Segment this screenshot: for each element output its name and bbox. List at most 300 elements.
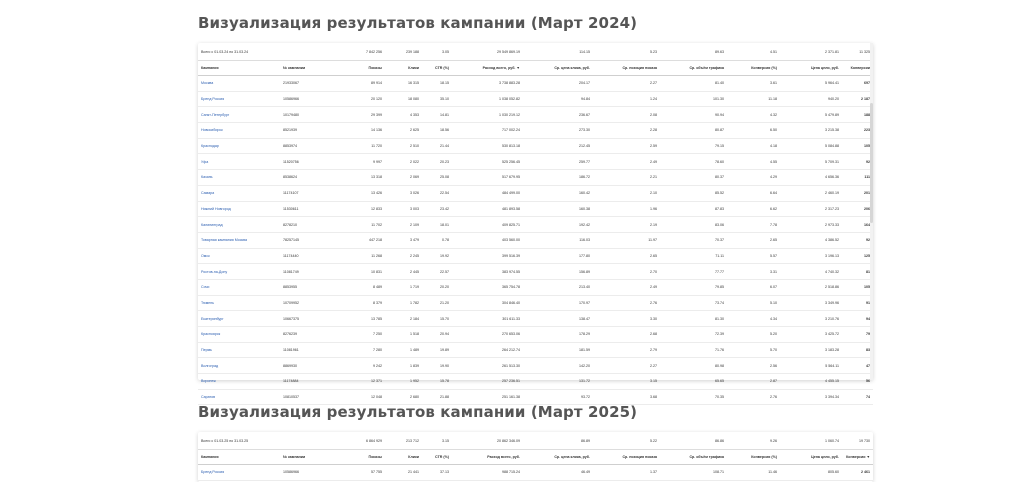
table-cell: 251 161.38 [452,389,523,405]
table-cell: 3 003 [385,201,422,217]
table-cell: 273.30 [523,123,593,139]
table-cell: 3 215.38 [780,123,842,139]
table-cell: 2.87 [727,374,780,390]
section-title-2024: Визуализация результатов кампании (Март 2024) [198,14,638,32]
campaign-link[interactable]: Красноярск [198,327,280,343]
table-cell: 5 084.88 [780,138,842,154]
campaign-link[interactable]: Калининград [198,217,280,233]
table-cell: 14.81 [422,107,452,123]
totals-cell: 3.15 [422,432,452,450]
table-cell: 8869930 [280,358,340,374]
table-cell: 3.30 [593,311,660,327]
table-cell: 2.56 [727,358,780,374]
column-header[interactable]: Расход всего, руб. ▼ [452,61,523,76]
table-cell: 90.94 [660,107,727,123]
totals-cell: 114.15 [523,43,593,61]
table-cell: 57 755 [340,465,385,481]
column-header[interactable]: Кампания [198,450,280,465]
campaign-link[interactable]: Уфа [198,154,280,170]
table-cell: 89 914 [340,76,385,92]
table-cell: 78257145 [280,232,340,248]
totals-cell: 29 549 869.19 [452,43,523,61]
totals-cell: 5.23 [593,43,660,61]
table-cell: 2.76 [727,389,780,405]
table-cell: 2.68 [593,327,660,343]
table-cell: 11.18 [727,91,780,107]
table-cell: 6.64 [727,185,780,201]
table-cell: 2 022 [385,154,422,170]
table-cell: 21933067 [280,76,340,92]
totals-period-label: Всего с 01.03.24 по 31.03.24 [198,43,280,61]
column-header[interactable]: Конверсия (%) [727,450,780,465]
campaign-link[interactable]: Самара [198,185,280,201]
campaign-link[interactable]: Саратов [198,389,280,405]
campaign-link[interactable]: Новосибирск [198,123,280,139]
table-cell: 11.46 [727,465,780,481]
table-row [198,138,873,154]
column-header[interactable]: Ср. позиция показа [593,61,660,76]
table-cell: 2.49 [593,279,660,295]
table-cell: 91 [842,295,873,311]
table-row [198,217,873,233]
table-cell: 18 080 [385,91,422,107]
table-row [198,358,873,374]
table-cell: 131.72 [523,374,593,390]
totals-cell: 86.86 [660,432,727,450]
table-cell: 21.44 [422,138,452,154]
totals-cell [280,43,340,61]
table-cell: 1.96 [593,201,660,217]
table-cell: 2 109 [385,217,422,233]
totals-cell: 9.26 [727,432,780,450]
scrollbar-thumb[interactable] [870,103,873,223]
report-table-card-2025 [198,432,873,482]
table-cell: 3 479 [385,232,422,248]
table-cell: 18.56 [422,123,452,139]
table-cell: 3 394.34 [780,389,842,405]
totals-cell: 11 325 [842,43,873,61]
table-cell: 2.19 [593,217,660,233]
totals-cell [280,432,340,450]
table-cell: 156.89 [523,264,593,280]
table-cell: 4.29 [727,170,780,186]
table-cell: 1 489 [385,342,422,358]
table-cell: 1 952 [385,374,422,390]
table-cell: 79.85 [660,279,727,295]
column-header[interactable]: Цена цели, руб. [780,450,842,465]
campaign-link[interactable]: Санкт-Петербург [198,107,280,123]
table-cell: 484 499.00 [452,185,523,201]
table-cell: 3.15 [593,374,660,390]
column-header[interactable]: CTR (%) [422,450,452,465]
table-cell: 525 256.45 [452,154,523,170]
table-cell: 15.78 [422,374,452,390]
column-header[interactable]: Цена цели, руб. [780,61,842,76]
table-cell: 2.21 [593,170,660,186]
campaign-link[interactable]: Товарная кампания Москва [198,232,280,248]
table-cell: 138.47 [523,311,593,327]
table-cell: 16 315 [385,76,422,92]
table-cell: 11081749 [280,264,340,280]
table-cell: 212.45 [523,138,593,154]
table-cell: 21.20 [422,295,452,311]
column-header[interactable]: Клики [385,61,422,76]
table-row [198,107,873,123]
table-cell: 1.24 [593,91,660,107]
table-cell: 223 [842,123,873,139]
table-cell: 5 709.31 [780,154,842,170]
table-cell: 105 [842,138,873,154]
table-cell: 11 702 [340,217,385,233]
campaign-link[interactable]: Пермь [198,342,280,358]
table-cell: 2 518.86 [780,279,842,295]
table-row [198,311,873,327]
column-header[interactable]: Ср. цена клика, руб. [523,450,593,465]
table-cell: 5.10 [727,295,780,311]
table-cell: 3 183.28 [780,342,842,358]
table-cell: 11174440 [280,248,340,264]
campaign-link[interactable]: Москва [198,76,280,92]
table-cell: 2.76 [593,295,660,311]
table-cell: 3 210.76 [780,311,842,327]
totals-cell: 20 862 346.09 [452,432,523,450]
table-cell: 481 893.58 [452,201,523,217]
table-cell: 1 782 [385,295,422,311]
column-header[interactable]: CTR (%) [422,61,452,76]
table-cell: 257 236.51 [452,374,523,390]
table-cell: 270 653.06 [452,327,523,343]
campaign-link[interactable]: Волгоград [198,358,280,374]
campaign-link[interactable]: Краснодар [198,138,280,154]
campaign-link[interactable]: Сочи [198,279,280,295]
table-cell: 8521939 [280,123,340,139]
table-cell: 21.88 [422,389,452,405]
table-cell: 81.40 [660,76,727,92]
column-header[interactable]: Конверсии [842,61,873,76]
table-row [198,465,873,481]
table-cell: 81 [842,264,873,280]
table-row [198,76,873,92]
column-header[interactable]: Ср. цена клика, руб. [523,61,593,76]
table-cell: 3 738 883.28 [452,76,523,92]
table-cell: 2 460.19 [780,185,842,201]
table-cell: 204.17 [523,76,593,92]
table-cell: 4 740.32 [780,264,842,280]
column-header[interactable]: № кампании [280,450,340,465]
column-header[interactable]: Расход всего, руб. [452,450,523,465]
table-cell: 35.10 [422,91,452,107]
table-cell: 65.65 [660,374,727,390]
table-cell: 988 715.24 [452,465,523,481]
table-cell: 142.20 [523,358,593,374]
table-cell: 177.80 [523,248,593,264]
table-cell: 2.65 [593,248,660,264]
table-cell: 5.20 [727,327,780,343]
table-cell: 74 [842,389,873,405]
table-cell: 13 426 [340,185,385,201]
table-cell: 2.10 [593,185,660,201]
table-cell: 4.34 [727,311,780,327]
table-cell: 11.97 [593,232,660,248]
table-cell: 8853974 [280,138,340,154]
table-cell: 201 [842,185,873,201]
table-cell: 1 839 [385,358,422,374]
table-cell: 20.20 [422,279,452,295]
table-row [198,154,873,170]
table-cell: 4 353 [385,107,422,123]
table-cell: 8 489 [340,279,385,295]
column-header[interactable]: Конверсии ▼ [842,450,873,465]
table-cell: 94.84 [523,91,593,107]
table-cell: 12 833 [340,201,385,217]
column-header[interactable]: Кампания [198,61,280,76]
column-header[interactable]: № кампании [280,61,340,76]
table-cell: 10667375 [280,311,340,327]
table-cell: 10709952 [280,295,340,311]
table-cell: 2 625 [385,123,422,139]
table-cell: 2.08 [593,107,660,123]
column-header[interactable]: Конверсия (%) [727,61,780,76]
table-cell: 20.23 [422,154,452,170]
table-cell: 259.77 [523,154,593,170]
table-row [198,91,873,107]
table-cell: 181.59 [523,342,593,358]
totals-cell: 1 060.74 [780,432,842,450]
table-cell: 125 [842,248,873,264]
table-cell: 1 030 219.12 [452,107,523,123]
table-cell: 2.59 [593,138,660,154]
table-cell: 108.71 [660,465,727,481]
table-cell: 81.30 [660,311,727,327]
table-cell: 7 280 [340,342,385,358]
table-cell: 3 349.96 [780,295,842,311]
campaign-link[interactable]: Екатеринбург [198,311,280,327]
table-cell: 13 785 [340,311,385,327]
column-header[interactable]: Ср. объём трафика [660,450,727,465]
report-table-card-2024 [198,43,873,400]
table-cell: 805.60 [780,465,842,481]
campaign-link[interactable]: Бренд Россия [198,91,280,107]
table-cell: 15.70 [422,311,452,327]
table-cell: 6.07 [727,279,780,295]
table-cell: 11081961 [280,342,340,358]
table-cell: 261 513.30 [452,358,523,374]
table-cell: 3 425.72 [780,327,842,343]
table-cell: 83 [842,342,873,358]
table-cell: 2 461 [842,465,873,481]
table-cell: 4 656.36 [780,170,842,186]
table-cell: 116.03 [523,232,593,248]
table-cell: 3.31 [727,264,780,280]
column-header[interactable]: Показы [340,450,385,465]
table-cell: 3 196.13 [780,248,842,264]
table-cell: 186.72 [523,170,593,186]
campaign-link[interactable]: Казань [198,170,280,186]
table-cell: 12 048 [340,389,385,405]
table-cell: 70.35 [660,389,727,405]
table-cell: 2.49 [593,154,660,170]
table-row [198,264,873,280]
totals-row [198,43,873,61]
table-cell: 0.78 [422,232,452,248]
header-row [198,61,873,76]
table-cell: 19.90 [422,358,452,374]
column-header[interactable]: Клики [385,450,422,465]
table-cell: 56 [842,374,873,390]
table-cell: 517 679.95 [452,170,523,186]
table-cell: 20 120 [340,91,385,107]
table-cell: 18.01 [422,217,452,233]
table-row [198,123,873,139]
table-cell: 2 187 [842,91,873,107]
header-row [198,450,873,465]
table-cell: 71.76 [660,342,727,358]
campaign-link[interactable]: Нижний Новгород [198,201,280,217]
table-cell: 73.74 [660,295,727,311]
table-cell: 2 445 [385,264,422,280]
table-cell: 22.57 [422,264,452,280]
table-cell: 170.97 [523,295,593,311]
table-cell: 2 680 [385,389,422,405]
campaign-link[interactable]: Воронеж [198,374,280,390]
table-cell: 178.29 [523,327,593,343]
totals-cell: 89.63 [660,43,727,61]
table-cell: 20.94 [422,327,452,343]
campaign-link[interactable]: Ростов-на-Дону [198,264,280,280]
table-cell: 11530611 [280,201,340,217]
table-row [198,327,873,343]
table-cell: 10179480 [280,107,340,123]
table-cell: 8 379 [340,295,385,311]
table-cell: 2 510 [385,138,422,154]
table-cell: 10586966 [280,91,340,107]
table-cell: 77.77 [660,264,727,280]
table-cell: 1 719 [385,279,422,295]
table-cell: 101.30 [660,91,727,107]
table-row [198,279,873,295]
table-cell: 5 564.11 [780,358,842,374]
table-cell: 80.37 [660,170,727,186]
table-cell: 111 [842,170,873,186]
table-cell: 10586966 [280,465,340,481]
table-cell: 5 964.41 [780,76,842,92]
table-cell: 213.40 [523,279,593,295]
totals-period-label: Всего с 01.03.25 по 31.03.25 [198,432,280,450]
table-cell: 11174884 [280,374,340,390]
table-row [198,295,873,311]
table-cell: 10 831 [340,264,385,280]
campaign-link[interactable]: Тюмень [198,295,280,311]
table-cell: 2 317.23 [780,201,842,217]
campaign-link[interactable]: Омск [198,248,280,264]
table-row [198,374,873,390]
column-header[interactable]: Показы [340,61,385,76]
column-header[interactable]: Ср. объём трафика [660,61,727,76]
table-cell: 25.08 [422,170,452,186]
table-cell: 160.38 [523,201,593,217]
table-cell: 93.72 [523,389,593,405]
table-scrollbar[interactable] [870,43,873,380]
table-cell: 188 [842,107,873,123]
table-cell: 18.15 [422,76,452,92]
table-cell: 409 825.71 [452,217,523,233]
table-cell: 5.70 [727,342,780,358]
table-cell: 70.37 [660,232,727,248]
table-row [198,201,873,217]
table-cell: 8276239 [280,327,340,343]
table-cell: 5.57 [727,248,780,264]
table-cell: 8278210 [280,217,340,233]
totals-cell: 213 712 [385,432,422,450]
table-cell: 19.92 [422,248,452,264]
table-cell: 2 184 [385,311,422,327]
table-cell: 6.50 [727,123,780,139]
totals-cell: 2 371.81 [780,43,842,61]
table-cell: 4 455.15 [780,374,842,390]
totals-cell: 5.22 [593,432,660,450]
report-table-2025 [198,432,873,481]
table-cell: 7 250 [340,327,385,343]
table-cell: 1 038 052.82 [452,91,523,107]
table-cell: 80.87 [660,123,727,139]
table-cell: 9 242 [340,358,385,374]
table-cell: 530 813.18 [452,138,523,154]
table-cell: 2.65 [727,232,780,248]
totals-cell: 7 842 256 [340,43,385,61]
totals-row [198,432,873,450]
table-cell: 11520756 [280,154,340,170]
report-table-2024 [198,43,873,405]
totals-cell: 4.51 [727,43,780,61]
campaign-link[interactable]: Бренд Россия [198,465,280,481]
table-cell: 21 441 [385,465,422,481]
table-row [198,232,873,248]
table-cell: 80.98 [660,358,727,374]
table-cell: 29 399 [340,107,385,123]
table-cell: 11174107 [280,185,340,201]
table-cell: 2.79 [593,342,660,358]
table-cell: 2.27 [593,358,660,374]
table-row [198,248,873,264]
table-cell: 85.52 [660,185,727,201]
table-cell: 83.06 [660,217,727,233]
table-cell: 46.49 [523,465,593,481]
table-cell: 697 [842,76,873,92]
table-cell: 23.42 [422,201,452,217]
table-cell: 71.11 [660,248,727,264]
table-cell: 11 720 [340,138,385,154]
table-cell: 206 [842,201,873,217]
table-cell: 3.68 [593,389,660,405]
table-cell: 47 [842,358,873,374]
section-title-2025: Визуализация результатов кампании (Март 2025) [198,403,638,421]
table-cell: 22.54 [422,185,452,201]
table-cell: 447 218 [340,232,385,248]
totals-cell: 19 730 [842,432,873,450]
table-cell: 78.60 [660,154,727,170]
table-cell: 4.32 [727,107,780,123]
table-cell: 3 026 [385,185,422,201]
column-header[interactable]: Ср. позиция показа [593,450,660,465]
table-cell: 717 002.24 [452,123,523,139]
table-cell: 4.18 [727,138,780,154]
table-cell: 403 560.00 [452,232,523,248]
table-cell: 12 371 [340,374,385,390]
table-cell: 164 [842,217,873,233]
table-cell: 72.39 [660,327,727,343]
table-cell: 399 516.39 [452,248,523,264]
table-cell: 6.62 [727,201,780,217]
